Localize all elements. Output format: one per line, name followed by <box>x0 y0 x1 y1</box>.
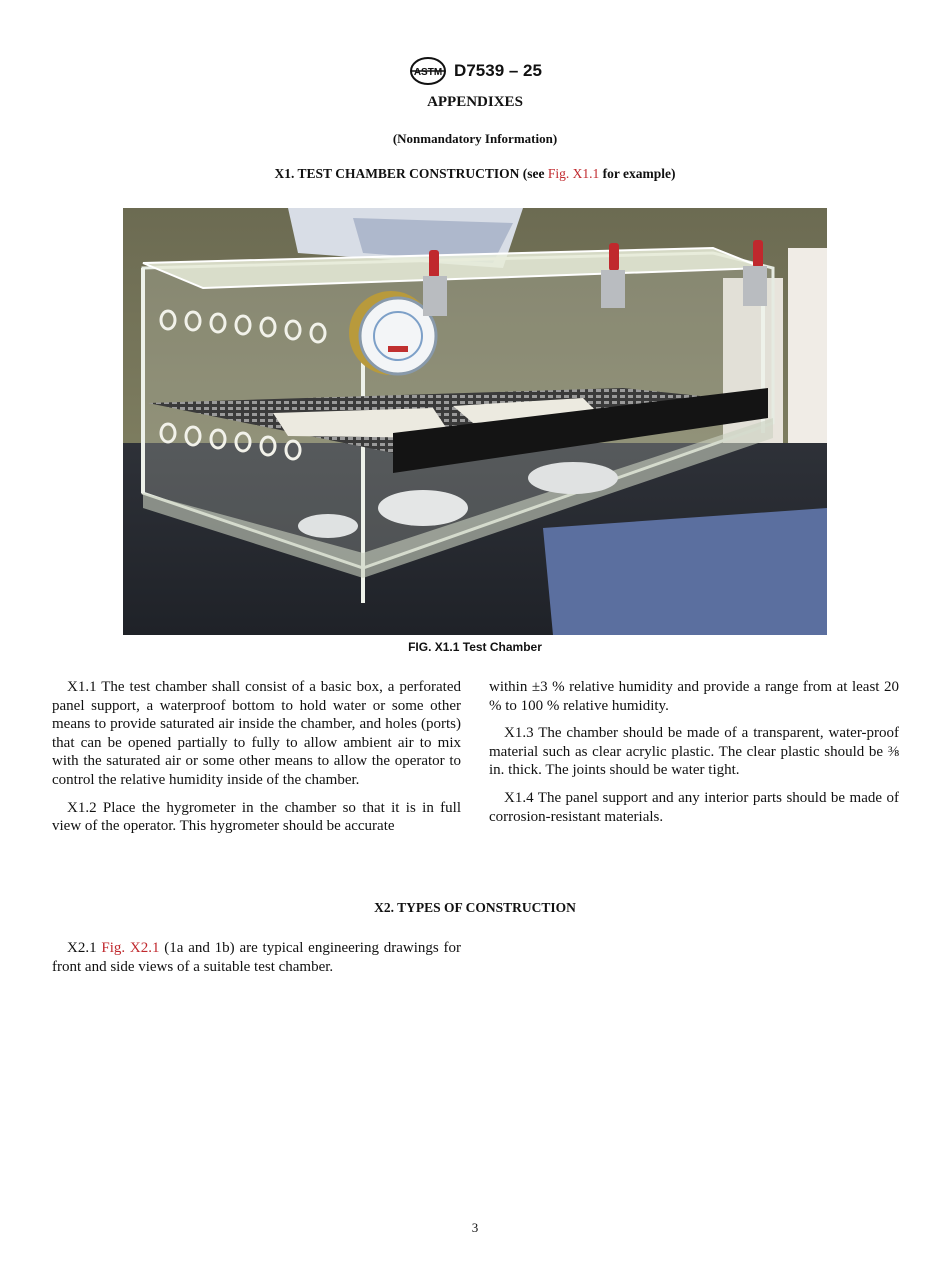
x1-heading-post: for example) <box>599 166 676 181</box>
paragraph-x1-1: X1.1 The test chamber shall consist of a basic box, a perforated panel support, a waterproof bottom to hold water or some other means to provide saturated air inside the chamber, and holes (ports) that can be opened partially to fully to allow ambient air to mix with the saturated air or some other means to allow the operator to control the relative humidity inside of the chamber. <box>52 679 461 788</box>
x2-column <box>52 939 461 985</box>
page-header <box>0 56 950 86</box>
fig-x2-1-link[interactable]: Fig. X2.1 <box>101 940 160 956</box>
paragraph-x2-1 <box>52 939 461 976</box>
x2-1-pre: X2.1 <box>67 940 102 956</box>
fig-x1-1-link[interactable]: Fig. X1.1 <box>547 166 600 181</box>
designation: D7539 – 25 <box>454 61 542 80</box>
x1-heading <box>0 166 950 182</box>
nonmandatory-label: (Nonmandatory Information) <box>392 131 558 146</box>
left-column <box>52 678 461 845</box>
test-chamber-photo <box>123 208 827 635</box>
paragraph-x1-2-cont: within ±3 % relative humidity and provide a range from at least 20 % to 100 % relative humidity. <box>489 679 899 714</box>
x2-1-post: (1a and 1b) are typical engineering drawings for front and side views of a suitable test chamber. <box>52 940 462 975</box>
paragraph-x1-3: X1.3 The chamber should be made of a transparent, water-proof material such as clear acrylic plastic. The clear plastic should be ⅜ in. thick. The joints should be water tight. <box>489 725 899 779</box>
right-column <box>489 678 899 835</box>
x2-heading: X2. TYPES OF CONSTRUCTION <box>374 900 576 915</box>
page-number: 3 <box>471 1220 479 1235</box>
astm-logo-icon <box>408 56 448 86</box>
paragraph-x1-4: X1.4 The panel support and any interior parts should be made of corrosion-resistant materials. <box>489 789 899 825</box>
x1-heading-pre: X1. TEST CHAMBER CONSTRUCTION (see <box>274 166 548 181</box>
paragraph-x1-2: X1.2 Place the hygrometer in the chamber so that it is in full view of the operator. This hygrometer should be accurate <box>52 799 461 835</box>
appendix-title: APPENDIXES <box>427 94 523 110</box>
figure-caption: FIG. X1.1 Test Chamber <box>408 640 542 654</box>
astm-logo-text: ASTM <box>413 67 443 78</box>
